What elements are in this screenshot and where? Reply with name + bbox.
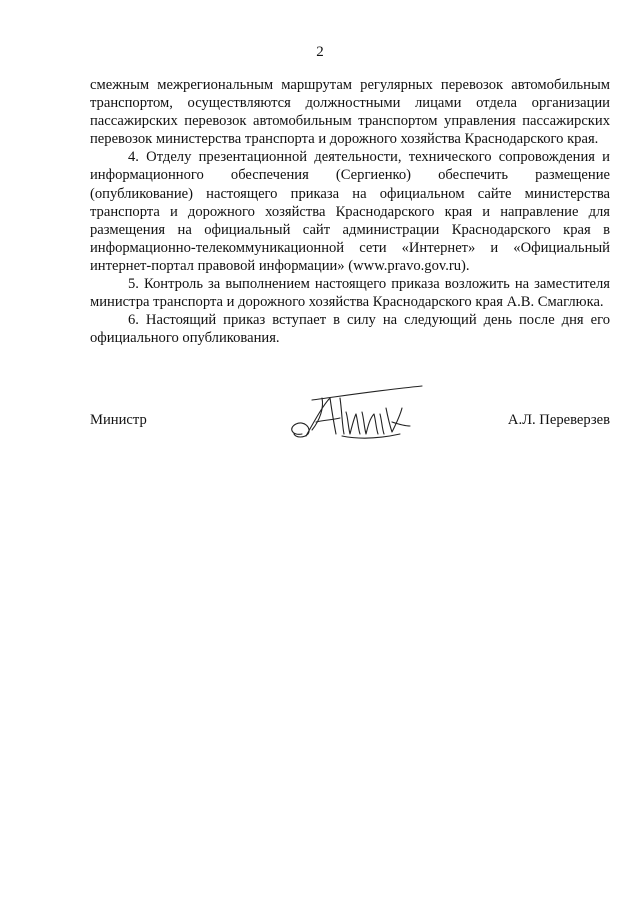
page-number: 2 (316, 44, 324, 60)
paragraph-4-publication: 4. Отделу презентационной деятельности, технического сопровождения и информационного обеспечения (Сергиенко) обеспечить размещение (опубликование) настоящего приказа на официальном сайте министерства транспорта и дорожного хозяйства Краснодарского края и направление для размещения на официальный сайт администрации Краснодарского края в информационно-телекоммуникационной сети «Интернет» и «Официальный интернет-портал правовой информации» (www.pravo.gov.ru). (90, 149, 610, 274)
handwritten-signature (282, 378, 432, 448)
signature-block (90, 378, 610, 448)
signatory-role: Министр (90, 412, 147, 428)
signatory-name: А.Л. Переверзев (507, 412, 610, 428)
paragraph-6-effective-date: 6. Настоящий приказ вступает в силу на следующий день после дня его официального опубликования. (90, 312, 610, 347)
paragraph-continuation: смежным межрегиональным маршрутам регулярных перевозок автомобильным транспортом, осуществляются должностными лицами отдела организации пассажирских перевозок автомобильным транспортом управления пассажирских перевозок министерства транспорта и дорожного хозяйства Краснодарского края. (90, 77, 610, 148)
document-body (90, 76, 610, 347)
paragraph-5-control: 5. Контроль за выполнением настоящего приказа возложить на заместителя министра транспорта и дорожного хозяйства Краснодарского края А.В. Смаглюка. (90, 276, 610, 311)
